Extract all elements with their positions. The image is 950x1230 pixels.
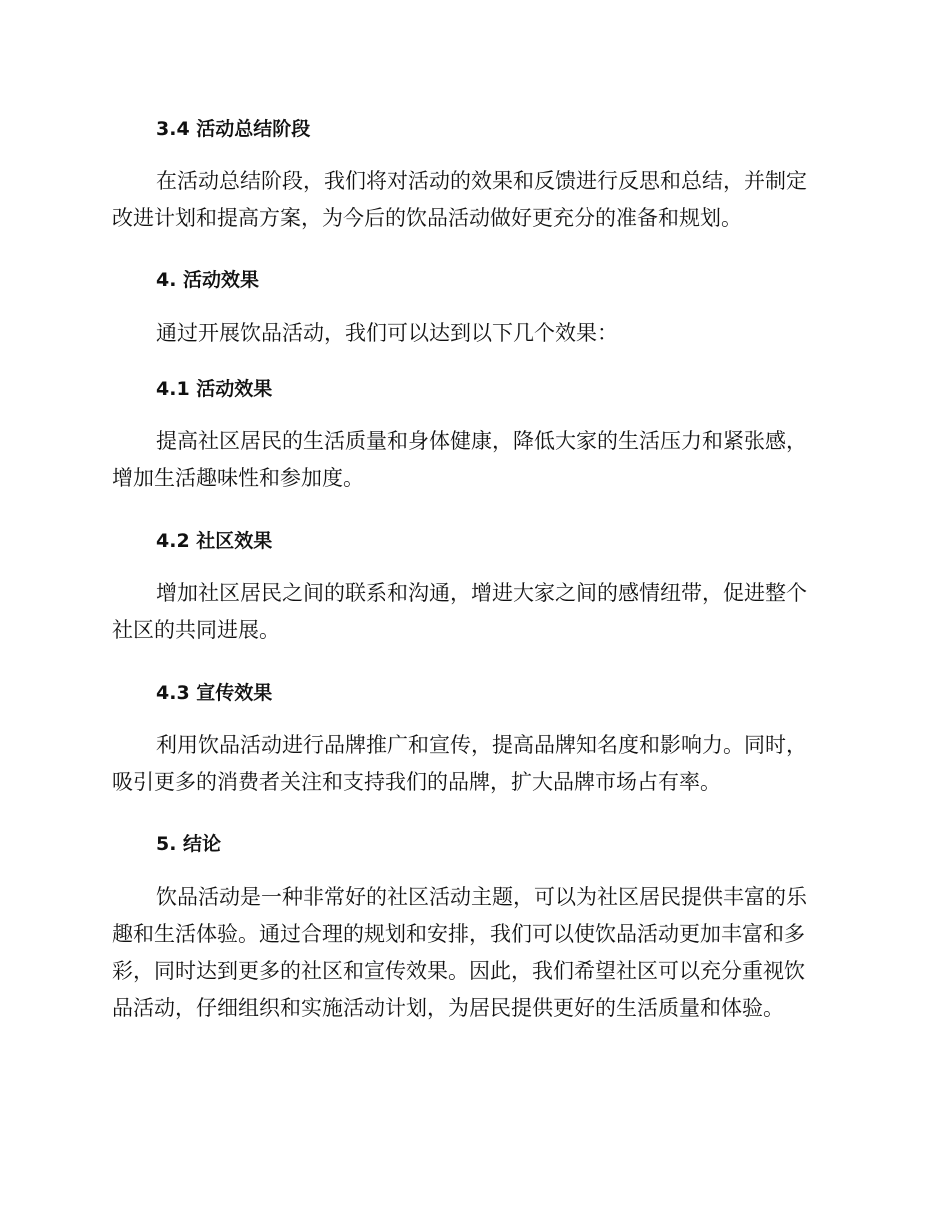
section-paragraph-4-2 (112, 575, 832, 649)
section-paragraph-4 (112, 315, 832, 352)
section-paragraph-3-4 (112, 163, 832, 237)
paragraph-line: 增加社区居民之间的联系和沟通，增进大家之间的感情纽带，促进整个 (156, 581, 807, 605)
paragraph-line: 品活动，仔细组织和实施活动计划，为居民提供更好的生活质量和体验。 (112, 996, 784, 1020)
paragraph-line: 通过开展饮品活动，我们可以达到以下几个效果： (156, 321, 618, 345)
section-heading-4-2: 4.2 社区效果 (156, 530, 273, 552)
section-paragraph-5 (112, 879, 832, 1027)
paragraph-line: 利用饮品活动进行品牌推广和宣传，提高品牌知名度和影响力。同时， (156, 733, 807, 757)
paragraph-line: 饮品活动是一种非常好的社区活动主题，可以为社区居民提供丰富的乐 (156, 885, 807, 909)
section-heading-4: 4. 活动效果 (156, 269, 260, 291)
section-paragraph-4-3 (112, 727, 832, 801)
paragraph-line: 提高社区居民的生活质量和身体健康，降低大家的生活压力和紧张感， (156, 429, 807, 453)
paragraph-line: 在活动总结阶段，我们将对活动的效果和反馈进行反思和总结，并制定 (156, 169, 807, 193)
paragraph-line: 增加生活趣味性和参加度。 (112, 466, 364, 490)
section-heading-5: 5. 结论 (156, 833, 222, 855)
paragraph-line: 彩，同时达到更多的社区和宣传效果。因此，我们希望社区可以充分重视饮 (112, 959, 805, 983)
paragraph-line: 吸引更多的消费者关注和支持我们的品牌，扩大品牌市场占有率。 (112, 770, 721, 794)
paragraph-line: 改进计划和提高方案，为今后的饮品活动做好更充分的准备和规划。 (112, 206, 742, 230)
paragraph-line: 趣和生活体验。通过合理的规划和安排，我们可以使饮品活动更加丰富和多 (112, 922, 805, 946)
paragraph-line: 社区的共同进展。 (112, 618, 280, 642)
section-heading-4-3: 4.3 宣传效果 (156, 682, 273, 704)
section-paragraph-4-1 (112, 423, 832, 497)
section-heading-4-1: 4.1 活动效果 (156, 378, 273, 400)
section-heading-3-4: 3.4 活动总结阶段 (156, 118, 311, 140)
